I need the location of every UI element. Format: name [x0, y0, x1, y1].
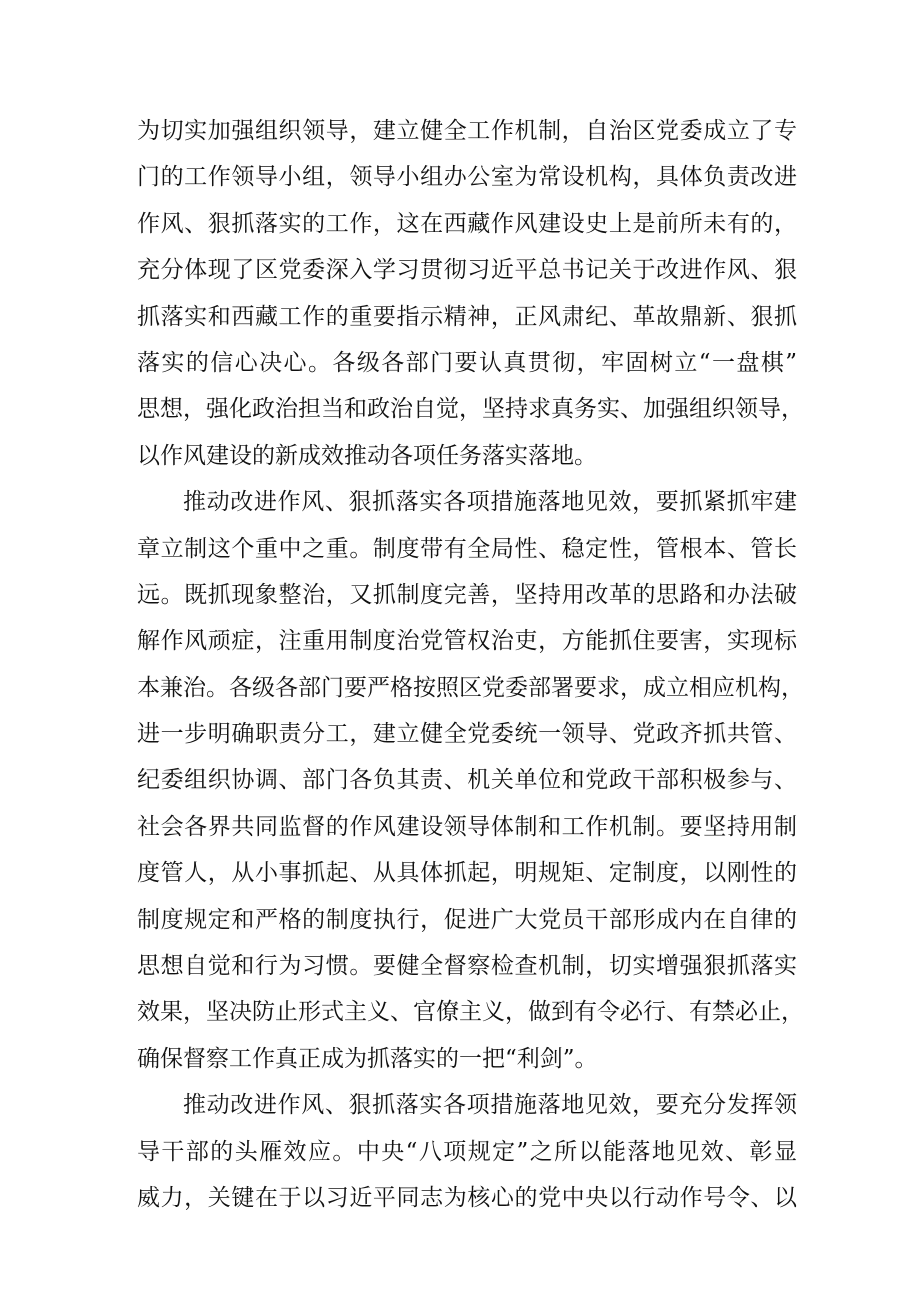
text-line: 以作风建设的新成效推动各项任务落实落地。 — [137, 442, 597, 469]
text-line: 抓落实和西藏工作的重要指示精神，正风肃纪、革故鼎新、狠抓 — [137, 303, 797, 330]
text-line: 推动改进作风、狠抓落实各项措施落地见效，要充分发挥领 — [183, 1092, 797, 1119]
text-line: 导干部的头雁效应。中央“八项规定”之所以能落地见效、彰显 — [137, 1138, 797, 1165]
text-line: 社会各界共同监督的作风建设领导体制和工作机制。要坚持用制 — [137, 813, 797, 840]
text-line: 门的工作领导小组，领导小组办公室为常设机构，具体负责改进 — [137, 164, 797, 191]
paragraph — [137, 479, 804, 1082]
paragraph — [137, 108, 804, 479]
body-text — [137, 108, 804, 1221]
text-line: 作风、狠抓落实的工作，这在西藏作风建设史上是前所未有的， — [137, 210, 797, 237]
text-line: 为切实加强组织领导，建立健全工作机制，自治区党委成立了专 — [137, 118, 797, 144]
paragraph — [137, 1082, 797, 1221]
text-line: 本兼治。各级各部门要严格按照区党委部署要求，成立相应机构， — [137, 674, 804, 701]
text-line: 进一步明确职责分工，建立健全党委统一领导、党政齐抓共管、 — [137, 721, 797, 748]
text-line: 推动改进作风、狠抓落实各项措施落地见效，要抓紧抓牢建 — [183, 489, 797, 516]
text-line: 威力，关键在于以习近平同志为核心的党中央以行动作号令、以 — [137, 1184, 797, 1211]
text-line: 章立制这个重中之重。制度带有全局性、稳定性，管根本、管长 — [137, 535, 797, 562]
text-line: 制度规定和严格的制度执行，促进广大党员干部形成内在自律的 — [137, 906, 797, 933]
text-line: 思想自觉和行为习惯。要健全督察检查机制，切实增强狠抓落实 — [137, 953, 797, 980]
text-line: 确保督察工作真正成为抓落实的一把“利剑”。 — [137, 1045, 598, 1072]
text-line: 纪委组织协调、部门各负其责、机关单位和党政干部积极参与、 — [137, 767, 797, 794]
text-line: 效果，坚决防止形式主义、官僚主义，做到有令必行、有禁必止， — [137, 999, 804, 1026]
text-line: 充分体现了区党委深入学习贯彻习近平总书记关于改进作风、狠 — [137, 257, 797, 284]
text-line: 思想，强化政治担当和政治自觉，坚持求真务实、加强组织领导， — [137, 396, 804, 423]
text-line: 远。既抓现象整治，又抓制度完善，坚持用改革的思路和办法破 — [137, 581, 797, 608]
text-line: 度管人，从小事抓起、从具体抓起，明规矩、定制度，以刚性的 — [137, 860, 797, 887]
text-line: 落实的信心决心。各级各部门要认真贯彻，牢固树立“一盘棋” — [137, 349, 797, 376]
text-line: 解作风顽症，注重用制度治党管权治吏，方能抓住要害，实现标 — [137, 628, 797, 655]
